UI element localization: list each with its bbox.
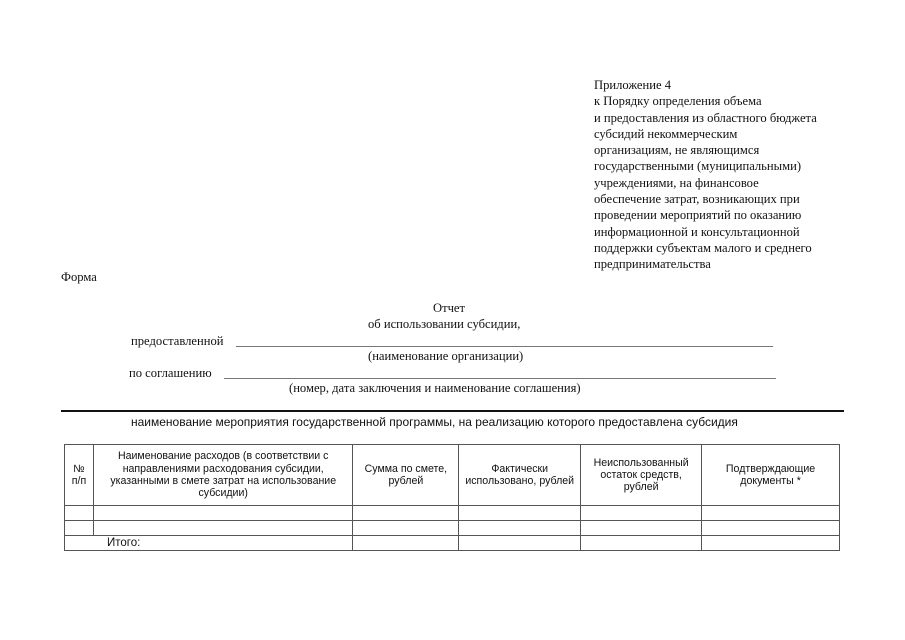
program-caption: наименование мероприятия государственной программы, на реализацию которого предоставлена субсидия [131, 415, 738, 429]
header-unused-balance: Неиспользованный остаток средств, рублей [581, 445, 702, 506]
header-actual-used: Фактически использовано, рублей [459, 445, 581, 506]
agreement-label: по соглашению [129, 366, 212, 380]
appendix-line: организациям, не являющимся [594, 143, 760, 158]
table-cell[interactable] [93, 506, 353, 521]
table-row [65, 506, 840, 521]
table-cell[interactable] [65, 521, 94, 536]
total-cell[interactable] [459, 536, 581, 551]
appendix-line: государственными (муниципальными) [594, 159, 802, 174]
appendix-line: предпринимательства [594, 257, 711, 272]
table-cell[interactable] [581, 521, 702, 536]
agreement-hint: (номер, дата заключения и наименование соглашения) [289, 381, 581, 395]
appendix-line: проведении мероприятий по оказанию [594, 208, 802, 223]
table-cell[interactable] [93, 521, 353, 536]
table-cell[interactable] [65, 506, 94, 521]
table-cell[interactable] [459, 506, 581, 521]
provided-label: предоставленной [131, 334, 224, 348]
total-label: Итого: [65, 536, 353, 551]
header-supporting-documents: Подтверждающие документы * [702, 445, 840, 506]
table-cell[interactable] [702, 506, 840, 521]
appendix-line: субсидий некоммерческим [594, 126, 738, 141]
appendix-line: обеспечение затрат, возникающих при [594, 192, 800, 207]
table-row [65, 521, 840, 536]
table-cell[interactable] [353, 521, 459, 536]
appendix-line: к Порядку определения объема [594, 94, 762, 109]
appendix-line: Приложение 4 [594, 78, 672, 92]
appendix-line: информационной и консультационной [594, 224, 800, 239]
header-expense-name: Наименование расходов (в соответствии с направлениями расходования субсидии, указанными в смете затрат на использование субсидии) [93, 445, 353, 506]
table-cell[interactable] [459, 521, 581, 536]
total-cell[interactable] [581, 536, 702, 551]
organization-hint: (наименование организации) [368, 349, 524, 363]
table-cell[interactable] [702, 521, 840, 536]
appendix-line: и предоставления из областного бюджета [594, 110, 817, 125]
table-cell[interactable] [581, 506, 702, 521]
agreement-field-line[interactable] [224, 378, 776, 379]
organization-field-line[interactable] [236, 346, 773, 347]
header-estimated-amount: Сумма по смете, рублей [353, 445, 459, 506]
total-cell[interactable] [702, 536, 840, 551]
table-cell[interactable] [353, 506, 459, 521]
table-total-row [65, 536, 840, 551]
program-field-line[interactable] [61, 410, 844, 412]
appendix-header [594, 77, 894, 273]
form-label: Форма [61, 270, 97, 284]
header-number: № п/п [65, 445, 94, 506]
appendix-line: поддержки субъектам малого и среднего [594, 240, 812, 255]
total-cell[interactable] [353, 536, 459, 551]
report-title: Отчет [433, 301, 466, 315]
report-subtitle: об использовании субсидии, [368, 317, 521, 331]
appendix-line: учреждениями, на финансовое [594, 175, 759, 190]
expenses-table [64, 444, 840, 551]
table-header-row [65, 445, 840, 506]
